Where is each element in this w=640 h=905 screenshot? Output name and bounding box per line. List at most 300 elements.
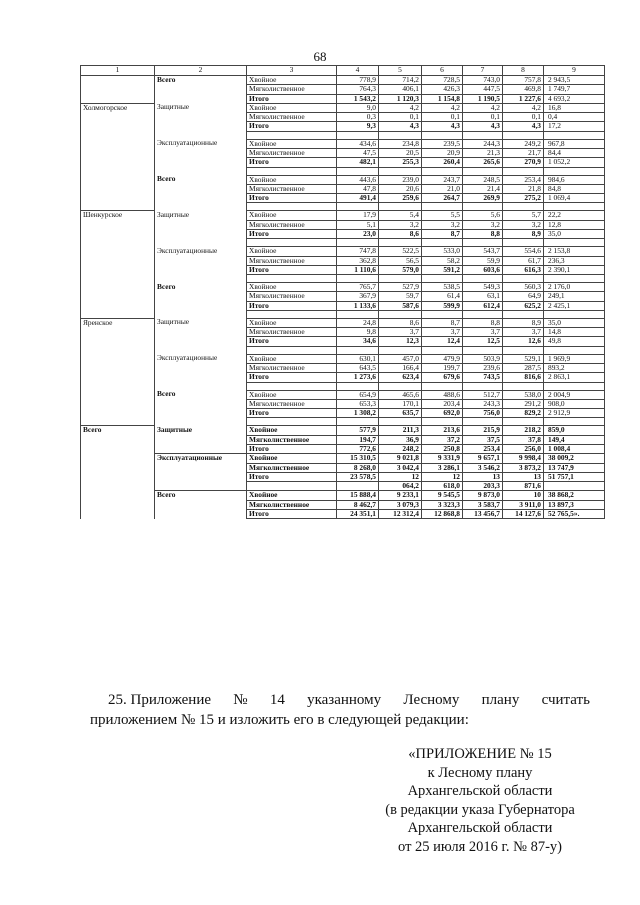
forest-category-cell: Всего: [155, 390, 247, 399]
spacer-cell: [247, 131, 337, 139]
value-cell-col-4: 34,6: [337, 337, 379, 346]
species-group-cell: Итого: [247, 94, 337, 103]
value-cell-col-9: 859,0: [544, 426, 605, 435]
table-row: [81, 354, 605, 363]
forest-category-cell: [155, 229, 247, 238]
value-cell-col-9: 984,6: [544, 175, 605, 184]
value-cell-col-9: 14,8: [544, 328, 605, 337]
spacer-cell: [155, 418, 247, 426]
species-group-cell: Хвойное: [247, 139, 337, 148]
value-cell-col-5: 3,7: [379, 328, 422, 337]
value-cell-col-4: 764,3: [337, 85, 379, 94]
value-cell-col-9: 2 912,9: [544, 409, 605, 418]
forest-category-cell: Защитные: [155, 426, 247, 435]
forest-category-cell: [155, 435, 247, 444]
value-cell-col-9: 38 868,2: [544, 491, 605, 500]
value-cell-col-6: 3,2: [422, 220, 463, 229]
value-cell-col-5: 522,5: [379, 247, 422, 256]
value-cell-col-8: 816,6: [503, 373, 544, 382]
table-row: [81, 426, 605, 435]
spacer-cell: [379, 346, 422, 354]
value-cell-col-4: 0,3: [337, 113, 379, 122]
value-cell-col-6: 5,5: [422, 211, 463, 220]
value-cell-col-5: 12,3: [379, 337, 422, 346]
value-cell-col-4: 5,1: [337, 220, 379, 229]
spacer-cell: [422, 275, 463, 283]
table-spacer-row: [81, 239, 605, 247]
paragraph-word: Лесному: [403, 692, 460, 708]
paragraph-word: 14: [269, 692, 285, 708]
value-cell-col-4: 15 310,5: [337, 454, 379, 463]
forest-category-cell: Всего: [155, 283, 247, 292]
species-group-cell: Итого: [247, 373, 337, 382]
value-cell-col-4: 9,0: [337, 103, 379, 112]
forest-category-cell: [155, 301, 247, 310]
forest-category-cell: [155, 463, 247, 472]
value-cell-col-6: 260,4: [422, 158, 463, 167]
value-cell-col-4: 747,8: [337, 247, 379, 256]
paragraph-line-1: [90, 690, 590, 710]
value-cell-col-4: 8 268,0: [337, 463, 379, 472]
value-cell-col-4: 1 308,2: [337, 409, 379, 418]
species-group-cell: Итого: [247, 445, 337, 454]
forest-category-cell: [155, 148, 247, 157]
table-row: [81, 220, 605, 229]
value-cell-col-4: 367,9: [337, 292, 379, 301]
species-group-cell: Хвойное: [247, 103, 337, 112]
district-cell: [81, 482, 155, 491]
table-row: [81, 247, 605, 256]
value-cell-col-9: [544, 482, 605, 491]
district-cell: [81, 500, 155, 509]
column-number-1: 1: [81, 66, 155, 76]
forest-category-cell: [155, 184, 247, 193]
district-cell: [81, 301, 155, 310]
table-row: [81, 139, 605, 148]
spacer-cell: [544, 167, 605, 175]
value-cell-col-6: 426,3: [422, 85, 463, 94]
spacer-cell: [379, 382, 422, 390]
value-cell-col-8: 14 127,6: [503, 509, 544, 518]
forest-category-cell: [155, 265, 247, 274]
district-cell: [81, 463, 155, 472]
species-group-cell: Мягколиственное: [247, 328, 337, 337]
appendix-date: от 25 июля 2016 г. № 87-у): [398, 838, 562, 855]
value-cell-col-6: 20,9: [422, 148, 463, 157]
column-number-2: 2: [155, 66, 247, 76]
value-cell-col-5: 234,8: [379, 139, 422, 148]
value-cell-col-8: 3,7: [503, 328, 544, 337]
value-cell-col-7: 13: [463, 472, 503, 481]
value-cell-col-8: 37,8: [503, 435, 544, 444]
value-cell-col-4: 15 888,4: [337, 491, 379, 500]
species-group-cell: Итого: [247, 122, 337, 131]
district-cell: [81, 409, 155, 418]
spacer-cell: [155, 131, 247, 139]
value-cell-col-8: 10: [503, 491, 544, 500]
value-cell-col-7: 253,4: [463, 445, 503, 454]
table-row: [81, 390, 605, 399]
forest-category-cell: Всего: [155, 76, 247, 85]
value-cell-col-8: 287,5: [503, 364, 544, 373]
value-cell-col-8: 1 227,6: [503, 94, 544, 103]
value-cell-col-5: 406,1: [379, 85, 422, 94]
value-cell-col-6: 479,9: [422, 354, 463, 363]
value-cell-col-4: 17,9: [337, 211, 379, 220]
species-group-cell: Итого: [247, 158, 337, 167]
value-cell-col-7: 215,9: [463, 426, 503, 435]
species-group-cell: Хвойное: [247, 354, 337, 363]
forest-category-cell: [155, 409, 247, 418]
spacer-cell: [463, 310, 503, 318]
district-cell: [81, 184, 155, 193]
value-cell-col-5: 064,2: [379, 482, 422, 491]
species-group-cell: Итого: [247, 265, 337, 274]
forest-category-cell: [155, 85, 247, 94]
district-cell: [81, 354, 155, 363]
value-cell-col-9: 17,2: [544, 122, 605, 131]
spacer-cell: [155, 167, 247, 175]
spacer-cell: [422, 131, 463, 139]
spacer-cell: [544, 275, 605, 283]
value-cell-col-7: 248,5: [463, 175, 503, 184]
spacer-cell: [544, 418, 605, 426]
district-cell: [81, 454, 155, 463]
district-cell: [81, 194, 155, 203]
spacer-cell: [337, 239, 379, 247]
table-row: [81, 482, 605, 491]
value-cell-col-5: 3 042,4: [379, 463, 422, 472]
value-cell-col-7: 244,3: [463, 139, 503, 148]
spacer-cell: [379, 310, 422, 318]
value-cell-col-6: 21,0: [422, 184, 463, 193]
spacer-cell: [337, 346, 379, 354]
value-cell-col-5: 211,3: [379, 426, 422, 435]
table-row: [81, 283, 605, 292]
district-cell: [81, 472, 155, 481]
value-cell-col-9: 51 757,1: [544, 472, 605, 481]
species-group-cell: Хвойное: [247, 491, 337, 500]
species-group-cell: Хвойное: [247, 390, 337, 399]
value-cell-col-6: 4,2: [422, 103, 463, 112]
value-cell-col-4: 434,6: [337, 139, 379, 148]
table-row: [81, 509, 605, 518]
value-cell-col-9: 1 069,4: [544, 194, 605, 203]
value-cell-col-8: 275,2: [503, 194, 544, 203]
value-cell-col-6: 9 331,9: [422, 454, 463, 463]
species-group-cell: Мягколиственное: [247, 364, 337, 373]
value-cell-col-8: 64,9: [503, 292, 544, 301]
spacer-cell: [544, 310, 605, 318]
forest-category-cell: [155, 194, 247, 203]
value-cell-col-7: 447,5: [463, 85, 503, 94]
value-cell-col-8: 61,7: [503, 256, 544, 265]
column-number-9: 9: [544, 66, 605, 76]
value-cell-col-6: 533,0: [422, 247, 463, 256]
value-cell-col-8: 270,9: [503, 158, 544, 167]
value-cell-col-9: 2 390,1: [544, 265, 605, 274]
table-spacer-row: [81, 418, 605, 426]
forest-volume-table: [80, 65, 605, 519]
value-cell-col-5: 166,4: [379, 364, 422, 373]
forest-category-cell: [155, 328, 247, 337]
value-cell-col-9: 2 176,0: [544, 283, 605, 292]
value-cell-col-6: 692,0: [422, 409, 463, 418]
value-cell-col-9: 1 969,9: [544, 354, 605, 363]
spacer-cell: [247, 310, 337, 318]
value-cell-col-8: 625,2: [503, 301, 544, 310]
value-cell-col-9: 2 153,8: [544, 247, 605, 256]
value-cell-col-5: 623,4: [379, 373, 422, 382]
forest-category-cell: Эксплуатационные: [155, 247, 247, 256]
paragraph-line-2: приложением № 15 и изложить его в следующей редакции:: [90, 712, 469, 728]
spacer-cell: [337, 310, 379, 318]
species-group-cell: Итого: [247, 409, 337, 418]
value-cell-col-6: 599,9: [422, 301, 463, 310]
value-cell-col-4: 1 543,2: [337, 94, 379, 103]
district-cell: [81, 399, 155, 408]
value-cell-col-5: 239,0: [379, 175, 422, 184]
value-cell-col-5: 8,6: [379, 229, 422, 238]
value-cell-col-9: 13 747,9: [544, 463, 605, 472]
table-row: [81, 256, 605, 265]
table-row: [81, 399, 605, 408]
spacer-cell: [422, 382, 463, 390]
value-cell-col-8: 218,2: [503, 426, 544, 435]
forest-category-cell: [155, 373, 247, 382]
paragraph-word: 25. Приложение: [108, 692, 212, 708]
spacer-cell: [422, 418, 463, 426]
table-row: [81, 175, 605, 184]
column-number-5: 5: [379, 66, 422, 76]
district-cell: [81, 265, 155, 274]
value-cell-col-7: 3 546,2: [463, 463, 503, 472]
spacer-cell: [463, 203, 503, 211]
column-number-7: 7: [463, 66, 503, 76]
value-cell-col-6: 3,7: [422, 328, 463, 337]
table-spacer-row: [81, 310, 605, 318]
forest-category-cell: Всего: [155, 175, 247, 184]
value-cell-col-8: 757,8: [503, 76, 544, 85]
value-cell-col-5: 259,6: [379, 194, 422, 203]
value-cell-col-9: 236,3: [544, 256, 605, 265]
spacer-cell: [463, 131, 503, 139]
table-row: [81, 364, 605, 373]
value-cell-col-4: 778,9: [337, 76, 379, 85]
value-cell-col-6: 203,4: [422, 399, 463, 408]
value-cell-col-6: 618,0: [422, 482, 463, 491]
district-cell: [81, 445, 155, 454]
value-cell-col-8: 3,2: [503, 220, 544, 229]
spacer-cell: [463, 239, 503, 247]
value-cell-col-8: 871,6: [503, 482, 544, 491]
value-cell-col-6: 679,6: [422, 373, 463, 382]
value-cell-col-9: 2 863,1: [544, 373, 605, 382]
value-cell-col-6: 37,2: [422, 435, 463, 444]
forest-category-cell: [155, 256, 247, 265]
district-cell: [81, 122, 155, 131]
district-cell: [81, 85, 155, 94]
value-cell-col-7: 743,0: [463, 76, 503, 85]
spacer-cell: [81, 382, 155, 390]
value-cell-col-9: 0,4: [544, 113, 605, 122]
value-cell-col-8: 13: [503, 472, 544, 481]
table-row: [81, 76, 605, 85]
value-cell-col-9: 249,1: [544, 292, 605, 301]
value-cell-col-5: 3,2: [379, 220, 422, 229]
district-cell: [81, 390, 155, 399]
value-cell-col-6: 9 545,5: [422, 491, 463, 500]
value-cell-col-4: 772,6: [337, 445, 379, 454]
district-cell: [81, 292, 155, 301]
paragraph-word: №: [233, 692, 248, 708]
value-cell-col-5: 12 312,4: [379, 509, 422, 518]
spacer-cell: [337, 203, 379, 211]
column-number-3: 3: [247, 66, 337, 76]
table-row: [81, 318, 605, 327]
forest-category-cell: [155, 500, 247, 509]
value-cell-col-9: 1 052,2: [544, 158, 605, 167]
value-cell-col-8: 829,2: [503, 409, 544, 418]
table-row: [81, 472, 605, 481]
value-cell-col-8: 12,6: [503, 337, 544, 346]
value-cell-col-8: 291,2: [503, 399, 544, 408]
value-cell-col-7: 59,9: [463, 256, 503, 265]
species-group-cell: Мягколиственное: [247, 399, 337, 408]
value-cell-col-6: 3 286,1: [422, 463, 463, 472]
table-row: [81, 194, 605, 203]
table-row: [81, 337, 605, 346]
table-row: [81, 158, 605, 167]
value-cell-col-4: 362,8: [337, 256, 379, 265]
table-row: [81, 328, 605, 337]
value-cell-col-6: 250,8: [422, 445, 463, 454]
spacer-cell: [544, 346, 605, 354]
value-cell-col-6: 12: [422, 472, 463, 481]
district-cell: [81, 76, 155, 85]
value-cell-col-7: 239,6: [463, 364, 503, 373]
value-cell-col-5: 714,2: [379, 76, 422, 85]
value-cell-col-6: 61,4: [422, 292, 463, 301]
spacer-cell: [337, 275, 379, 283]
value-cell-col-8: 560,3: [503, 283, 544, 292]
table-row: [81, 373, 605, 382]
value-cell-col-5: 5,4: [379, 211, 422, 220]
table-row: [81, 500, 605, 509]
forest-category-cell: Эксплуатационные: [155, 354, 247, 363]
value-cell-col-6: 12 868,8: [422, 509, 463, 518]
forest-category-cell: [155, 292, 247, 301]
species-group-cell: Мягколиственное: [247, 256, 337, 265]
district-cell: [81, 364, 155, 373]
value-cell-col-7: 9 873,0: [463, 491, 503, 500]
spacer-cell: [247, 418, 337, 426]
value-cell-col-9: 4 693,2: [544, 94, 605, 103]
value-cell-col-7: 612,4: [463, 301, 503, 310]
value-cell-col-8: 4,2: [503, 103, 544, 112]
forest-category-cell: Защитные: [155, 211, 247, 220]
value-cell-col-5: 20,5: [379, 148, 422, 157]
value-cell-col-7: 203,3: [463, 482, 503, 491]
spacer-cell: [463, 346, 503, 354]
spacer-cell: [463, 382, 503, 390]
value-cell-col-5: 56,5: [379, 256, 422, 265]
value-cell-col-7: 9 657,1: [463, 454, 503, 463]
species-group-cell: Итого: [247, 194, 337, 203]
value-cell-col-4: 577,9: [337, 426, 379, 435]
value-cell-col-8: 253,4: [503, 175, 544, 184]
value-cell-col-6: 728,5: [422, 76, 463, 85]
species-group-cell: Хвойное: [247, 426, 337, 435]
value-cell-col-7: 3,2: [463, 220, 503, 229]
spacer-cell: [422, 346, 463, 354]
species-group-cell: [247, 482, 337, 491]
spacer-cell: [422, 310, 463, 318]
value-cell-col-6: 488,6: [422, 390, 463, 399]
value-cell-col-7: 265,6: [463, 158, 503, 167]
table-spacer-row: [81, 275, 605, 283]
spacer-cell: [422, 203, 463, 211]
value-cell-col-7: 3 583,7: [463, 500, 503, 509]
forest-category-cell: [155, 472, 247, 481]
value-cell-col-5: 457,0: [379, 354, 422, 363]
district-cell: [81, 328, 155, 337]
spacer-cell: [503, 418, 544, 426]
spacer-cell: [422, 239, 463, 247]
value-cell-col-5: 170,1: [379, 399, 422, 408]
spacer-cell: [503, 310, 544, 318]
spacer-cell: [247, 203, 337, 211]
value-cell-col-9: 13 897,3: [544, 500, 605, 509]
value-cell-col-8: 469,8: [503, 85, 544, 94]
value-cell-col-7: 243,3: [463, 399, 503, 408]
spacer-cell: [544, 131, 605, 139]
value-cell-col-7: 756,0: [463, 409, 503, 418]
spacer-cell: [247, 346, 337, 354]
value-cell-col-4: 23,0: [337, 229, 379, 238]
value-cell-col-6: 591,2: [422, 265, 463, 274]
value-cell-col-4: 24 351,1: [337, 509, 379, 518]
forest-category-cell: Эксплуатационные: [155, 454, 247, 463]
spacer-cell: [463, 167, 503, 175]
value-cell-col-8: 256,0: [503, 445, 544, 454]
value-cell-col-7: 8,8: [463, 318, 503, 327]
spacer-cell: [422, 167, 463, 175]
value-cell-col-8: 8,9: [503, 318, 544, 327]
value-cell-col-5: 1 120,3: [379, 94, 422, 103]
spacer-cell: [155, 382, 247, 390]
table-row: [81, 229, 605, 238]
value-cell-col-4: 194,7: [337, 435, 379, 444]
spacer-cell: [463, 275, 503, 283]
forest-category-cell: [155, 399, 247, 408]
value-cell-col-7: 4,2: [463, 103, 503, 112]
forest-category-cell: Защитные: [155, 318, 247, 327]
value-cell-col-5: 0,1: [379, 113, 422, 122]
value-cell-col-9: 2 425,1: [544, 301, 605, 310]
value-cell-col-9: 84,8: [544, 184, 605, 193]
spacer-cell: [379, 203, 422, 211]
species-group-cell: Итого: [247, 337, 337, 346]
species-group-cell: Мягколиственное: [247, 292, 337, 301]
district-cell: [81, 337, 155, 346]
appendix-region: Архангельской области: [407, 783, 553, 799]
spacer-cell: [155, 275, 247, 283]
species-group-cell: Итого: [247, 509, 337, 518]
value-cell-col-8: 21,7: [503, 148, 544, 157]
value-cell-col-9: 2 004,9: [544, 390, 605, 399]
forest-category-cell: [155, 220, 247, 229]
